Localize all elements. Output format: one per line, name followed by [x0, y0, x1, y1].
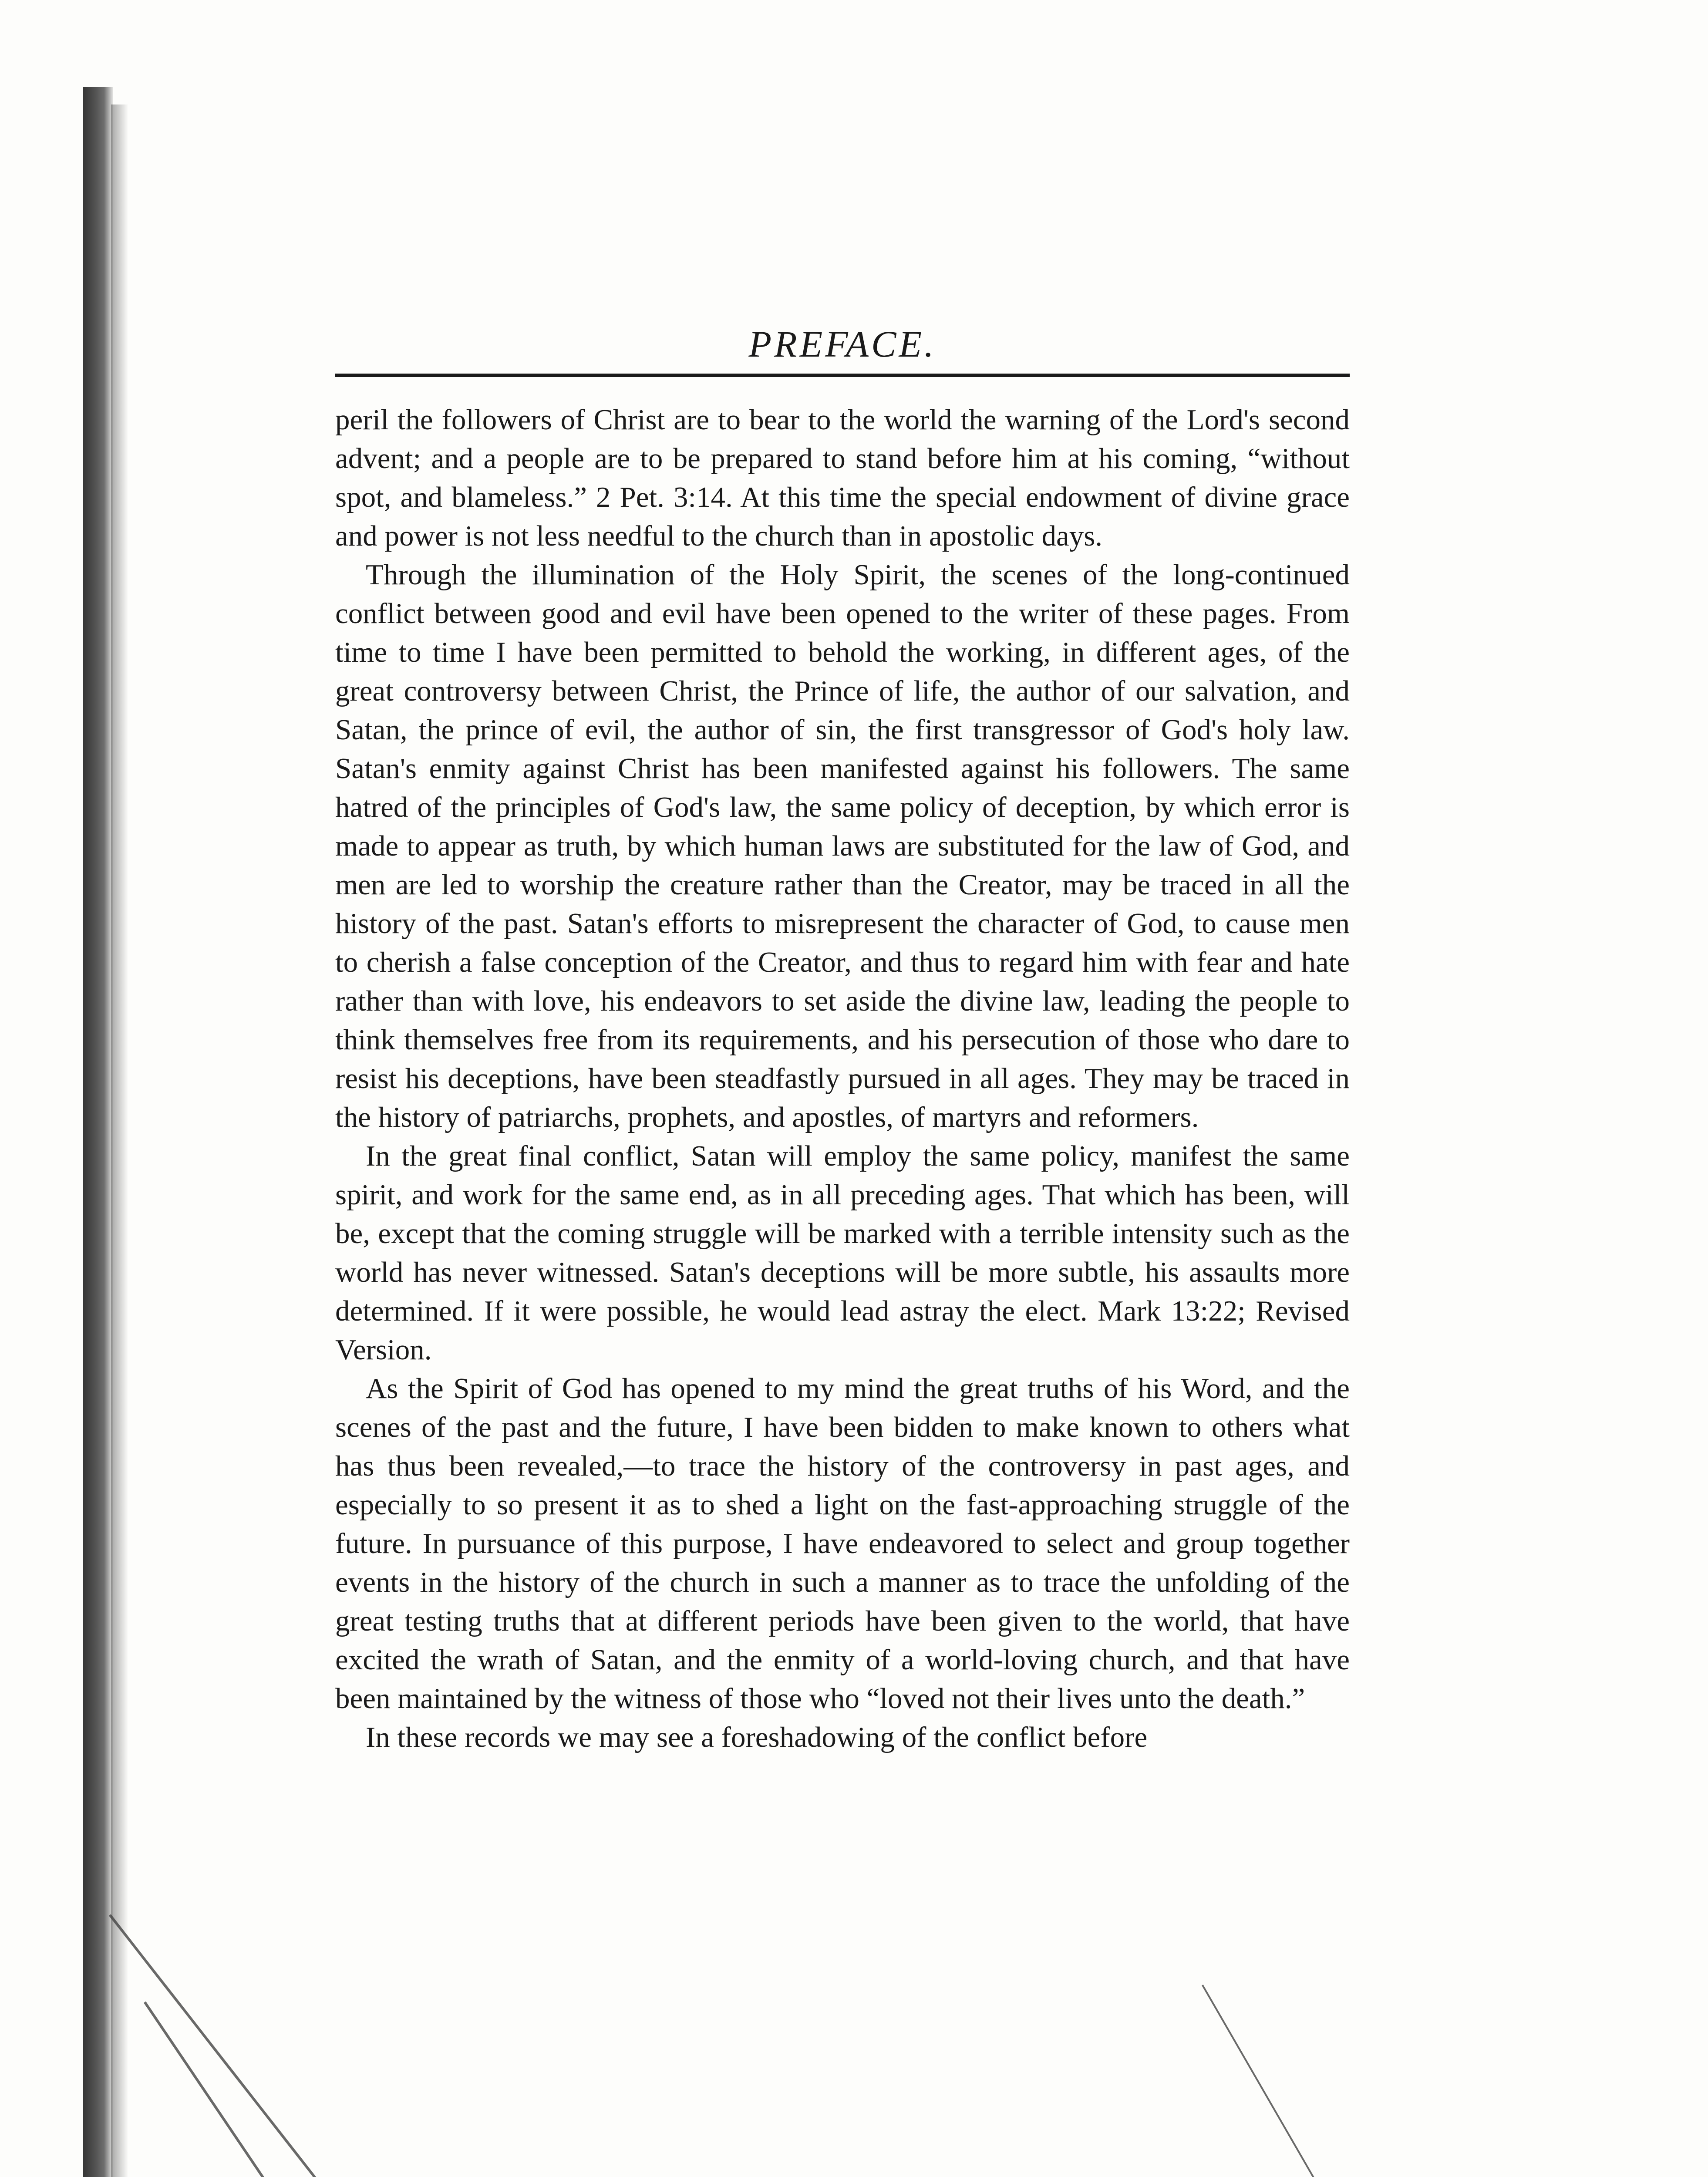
- body-text: [335, 401, 1350, 1757]
- running-header: [335, 313, 1350, 379]
- paragraph: peril the followers of Christ are to bear to the world the warning of the Lord's second advent; and a people are to be prepared to stand before him at his coming, “without spot, and blameless.” 2 Pet. 3:14. At this time the special endowment of divine grace and power is not less needful to the church than in apostolic days.: [335, 404, 1350, 552]
- binding-shadow: [111, 104, 128, 2177]
- page-title: PREFACE.: [748, 323, 937, 365]
- scan-artifact-line: [1202, 1985, 1399, 2177]
- header-rule: [335, 374, 1350, 377]
- binding-edge: [83, 87, 113, 2177]
- scan-artifact-line: [109, 1914, 433, 2177]
- paragraph: As the Spirit of God has opened to my mind the great truths of his Word, and the scenes of the past and the future, I have been bidden to make known to others what has thus been revealed,—to trace the history of the controversy in past ages, and especially to so present it as to shed a light on the fast-approaching struggle of the future. In pursuance of this purpose, I have endeavored to select and group together events in the history of the church in such a manner as to trace the unfolding of the great testing truths that at different periods have been given to the world, that have excited the wrath of Satan, and the enmity of a world-loving church, and that have been maintained by the witness of those who “loved not their lives unto the death.”: [335, 1372, 1350, 1715]
- paragraph: In these records we may see a foreshadowing of the conflict before: [366, 1721, 1148, 1753]
- scan-artifact-line: [144, 2002, 365, 2177]
- paragraph: In the great final conflict, Satan will employ the same policy, manifest the same spirit, and work for the same end, as in all preceding ages. That which has been, will be, except that the coming struggle will be marked with a terrible intensity such as the world has never witnessed. Satan's deceptions will be more subtle, his assaults more determined. If it were possible, he would lead astray the elect. Mark 13:22; Revised Version.: [335, 1140, 1350, 1366]
- paragraph: Through the illumination of the Holy Spirit, the scenes of the long-continued conflict between good and evil have been opened to the writer of these pages. From time to time I have been permitted to behold the working, in different ages, of the great controversy between Christ, the Prince of life, the author of our salvation, and Satan, the prince of evil, the author of sin, the first transgressor of God's holy law. Satan's enmity against Christ has been manifested against his followers. The same hatred of the principles of God's law, the same policy of deception, by which error is made to appear as truth, by which human laws are substituted for the law of God, and men are led to worship the creature rather than the Creator, may be traced in all the history of the past. Satan's efforts to misrepresent the character of God, to cause men to cherish a false conception of the Creator, and thus to regard him with fear and hate rather than with love, his endeavors to set aside the divine law, leading the people to think themselves free from its requirements, and his persecution of those who dare to resist his deceptions, have been steadfastly pursued in all ages. They may be traced in the history of patriarchs, prophets, and apostles, of martyrs and reformers.: [335, 559, 1350, 1133]
